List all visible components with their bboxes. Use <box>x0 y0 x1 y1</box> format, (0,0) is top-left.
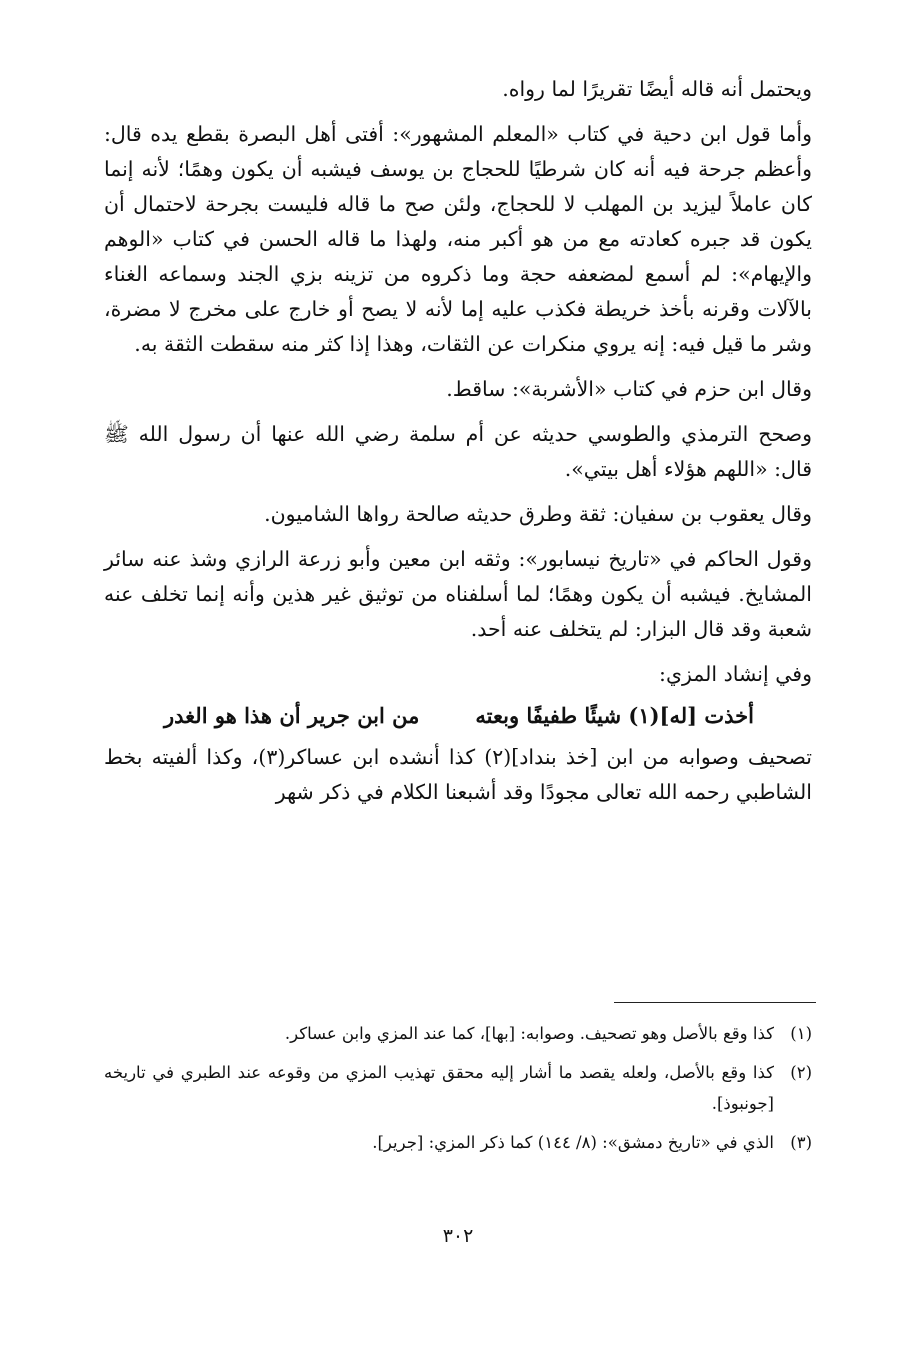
footnote-number: (٢) <box>790 1063 812 1082</box>
paragraph: وصحح الترمذي والطوسي حديثه عن أم سلمة رضي الله عنها أن رسول الله ﷺ قال: «اللهم هؤلاء أهل بيتي». <box>104 422 812 481</box>
verse-left-hemistich: من ابن جرير أن هذا هو الغدر <box>164 703 420 728</box>
verse-right-hemistich: أخذت [له](١) شيئًا طفيفًا وبعته <box>475 703 754 728</box>
footnote-separator <box>614 1002 816 1003</box>
footnote-number: (٣) <box>790 1133 812 1152</box>
paragraph: وقال ابن حزم في كتاب «الأشربة»: ساقط. <box>446 377 812 401</box>
footnote <box>104 1057 812 1119</box>
footnote-text: كذا وقع بالأصل وهو تصحيف. وصوابه: [بها]، كما عند المزي وابن عساكر. <box>284 1024 774 1043</box>
footnote-text: الذي في «تاريخ دمشق»: (٨/ ١٤٤) كما ذكر المزي: [جرير]. <box>372 1133 774 1152</box>
paragraph: وقول الحاكم في «تاريخ نيسابور»: وثقه ابن معين وأبو زرعة الرازي وشذ عنه سائر المشايخ. فيشبه أن يكون وهمًا؛ لما أسلفناه من توثيق غير هذين وأنه إنما تخلف عنه شعبة وقد قال البزار: لم يتخلف عنه أحد. <box>104 547 812 641</box>
paragraph: ويحتمل أنه قاله أيضًا تقريرًا لما رواه. <box>502 77 812 101</box>
footnotes <box>104 1018 812 1166</box>
paragraph: وأما قول ابن دحية في كتاب «المعلم المشهور»: أفتى أهل البصرة بقطع يده قال: وأعظم جرحة فيه أنه كان شرطيًا للحجاج بن يوسف فيشبه أن يكون وهمًا؛ لأنه إنما كان عاملاً ليزيد بن المهلب لا للحجاج، ولئن صح ما قاله فليست بجرحة لاحتمال أن يكون قد جبره كعادته مع من هو أكبر منه، ولهذا ما قاله الحسن في كتاب «الوهم والإيهام»: لم أسمع لمضعفه حجة وما ذكروه من تزينه بزي الجند وسماعه الغناء بالآلات وقرنه بأخذ خريطة فكذب عليه إما لأنه لا يصح أو خارج على مخرج لا مضرة، وشر ما قيل فيه: إنه يروي منكرات عن الثقات، وهذا إذا كثر منه سقطت الثقة به. <box>104 122 812 356</box>
footnote <box>104 1127 812 1158</box>
paragraph: تصحيف وصوابه من ابن [خذ بنداد](٢) كذا أنشده ابن عساكر(٣)، وكذا ألفيته بخط الشاطبي رحمه الله تعالى مجودًا وقد أشبعنا الكلام في ذكر شهر <box>104 745 813 804</box>
paragraph: وقال يعقوب بن سفيان: ثقة وطرق حديثه صالحة رواها الشاميون. <box>264 502 812 526</box>
paragraph: وفي إنشاد المزي: <box>659 662 812 686</box>
main-text <box>104 72 812 820</box>
footnote <box>104 1018 812 1049</box>
footnote-text: كذا وقع بالأصل، ولعله يقصد ما أشار إليه محقق تهذيب المزي من وقوعه عند الطبري في تاريخه [جونبوذ]. <box>104 1063 774 1113</box>
page-number: ٣٠٢ <box>442 1225 474 1247</box>
footnote-number: (١) <box>790 1024 812 1043</box>
poetry-verse <box>104 696 812 736</box>
